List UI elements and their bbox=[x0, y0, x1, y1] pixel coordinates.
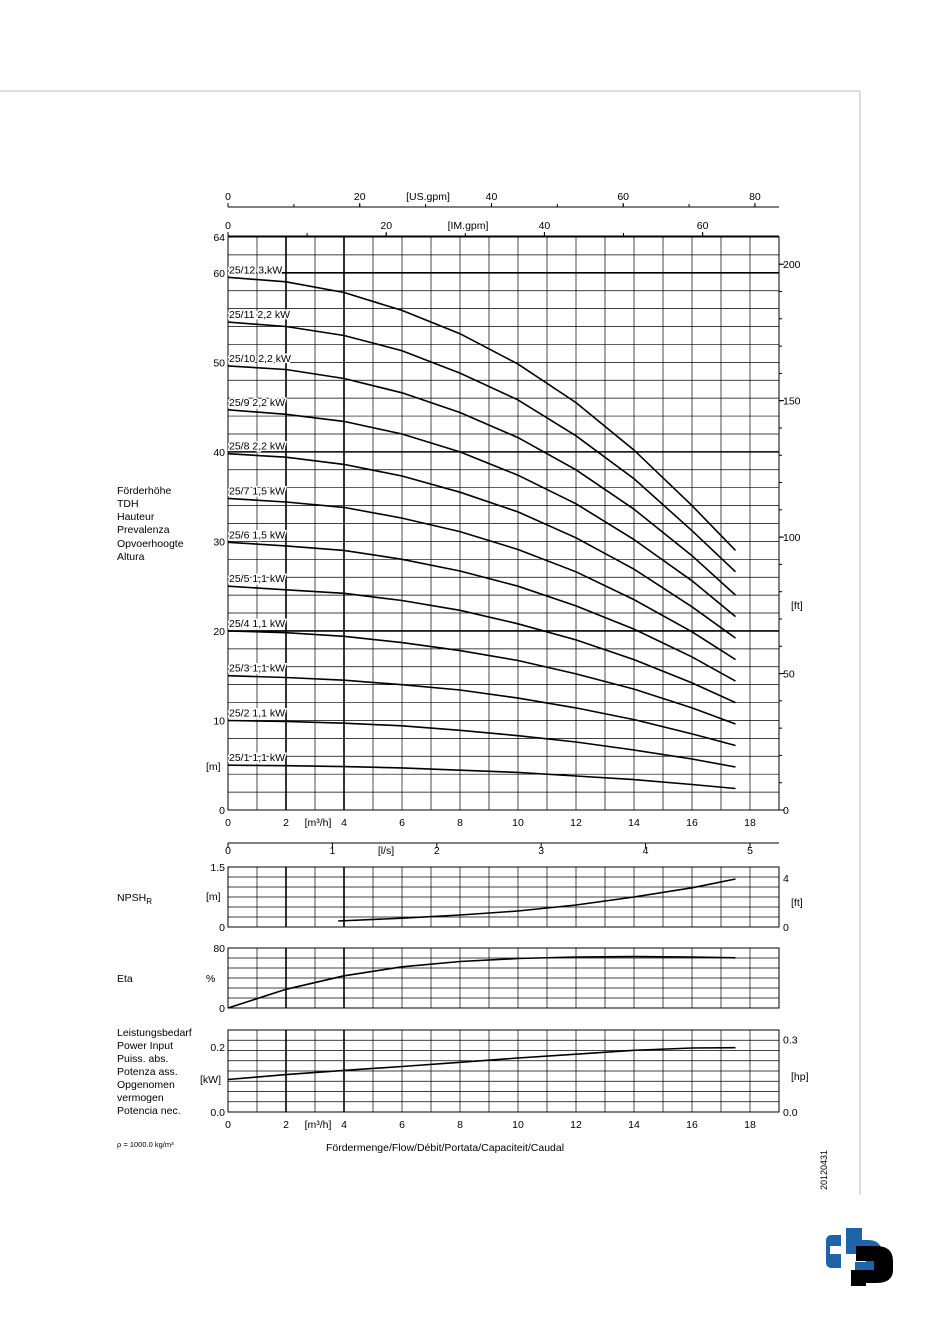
ls-tick-label: 1 bbox=[329, 845, 336, 857]
head-curve-11 bbox=[228, 721, 736, 768]
curve-label-12: 25/1 1,1 kW bbox=[229, 752, 286, 765]
curve-label-5: 25/8 2,2 kW bbox=[229, 440, 286, 453]
eta-tick-label: 0 bbox=[219, 1003, 225, 1015]
head-ft-tick-label: 150 bbox=[783, 395, 801, 408]
curve-label-6: 25/7 1,5 kW bbox=[229, 485, 286, 498]
npsh-curve bbox=[338, 879, 735, 921]
head-m-tick-label: 40 bbox=[213, 446, 225, 459]
eta-curve bbox=[228, 957, 736, 1008]
power-label-1: Leistungsbedarf bbox=[117, 1027, 192, 1039]
curve-label-11: 25/2 1,1 kW bbox=[229, 707, 286, 720]
head-m-tick-label: 50 bbox=[213, 357, 225, 370]
curve-label-1: 25/12 3 kW bbox=[229, 264, 283, 277]
m3h-tick-label-top: 12 bbox=[570, 817, 582, 829]
head-curve-2 bbox=[228, 322, 736, 572]
head-curve-1 bbox=[228, 277, 736, 550]
im-gpm-tick-label: 40 bbox=[538, 220, 551, 232]
im-gpm-tick-label: 0 bbox=[225, 220, 231, 232]
curve-label-3: 25/10 2,2 kW bbox=[229, 352, 291, 365]
curve-label-2: 25/11 2,2 kW bbox=[229, 309, 291, 322]
head-m-tick-label: 20 bbox=[213, 625, 225, 638]
npsh-label: $NPSH_R$ bbox=[117, 892, 152, 906]
head-m-tick-label: 30 bbox=[213, 536, 225, 549]
us-gpm-tick-label: 20 bbox=[353, 191, 366, 203]
eta-label: Eta bbox=[117, 973, 133, 985]
eta-tick-label: 80 bbox=[213, 943, 225, 955]
head-ft-tick-label: 200 bbox=[783, 259, 801, 272]
head-label-3: Hauteur bbox=[117, 511, 155, 523]
head-curve-10 bbox=[228, 676, 736, 746]
curve-label-9: 25/4 1,1 kW bbox=[229, 617, 286, 630]
ls-tick-label: 3 bbox=[538, 845, 545, 857]
power-hp-tick-label: 0.0 bbox=[783, 1107, 798, 1119]
us-gpm-tick-label: 40 bbox=[485, 191, 498, 203]
head-ft-tick-label: 0 bbox=[783, 805, 789, 817]
power-hp-tick-label: 0.3 bbox=[783, 1034, 798, 1047]
power-kw-tick-label: 0.2 bbox=[210, 1042, 225, 1054]
ls-tick-label: 0 bbox=[225, 845, 231, 857]
m3h-tick-label-top: 2 bbox=[283, 817, 289, 829]
m3h-tick-label-top: 18 bbox=[744, 817, 756, 829]
head-curve-12 bbox=[228, 765, 736, 788]
head-curve-6 bbox=[228, 498, 736, 659]
head-m-tick-label: 60 bbox=[213, 267, 225, 280]
power-label-2: Power Input bbox=[117, 1040, 174, 1052]
m3h-tick-label-bottom: 4 bbox=[341, 1119, 347, 1131]
eta-unit: % bbox=[206, 973, 216, 985]
head-ft-tick-label: 100 bbox=[783, 532, 801, 545]
head-m-tick-label: 10 bbox=[213, 715, 225, 728]
head-m-tick-label: 64 bbox=[213, 232, 225, 244]
m3h-tick-label-bottom: 2 bbox=[283, 1119, 289, 1131]
ls-tick-label: 5 bbox=[747, 845, 753, 857]
curve-layer bbox=[228, 264, 736, 1079]
m3h-tick-label-bottom: 10 bbox=[512, 1119, 524, 1131]
ls-unit: [l/s] bbox=[377, 845, 395, 857]
m3h-tick-label-top: 14 bbox=[628, 817, 640, 829]
m3h-unit-bottom: [m³/h] bbox=[304, 1119, 332, 1131]
flow-axis-title: Fördermenge/Flow/Débit/Portata/Capaciteit/Caudal bbox=[325, 1142, 565, 1154]
us-gpm-tick-label: 0 bbox=[225, 191, 231, 203]
head-label-5: Opvoerhoogte bbox=[117, 538, 184, 550]
head-label-2: TDH bbox=[117, 498, 139, 510]
head-curve-7 bbox=[228, 542, 736, 681]
curve-label-8: 25/5 1,1 kW bbox=[229, 573, 286, 586]
document-code: 20120431 bbox=[819, 1149, 829, 1190]
m3h-tick-label-bottom: 16 bbox=[686, 1119, 698, 1131]
m3h-tick-label-top: 10 bbox=[512, 817, 524, 829]
m3h-tick-label-top: 6 bbox=[399, 817, 405, 829]
head-label-6: Altura bbox=[117, 551, 145, 563]
head-label-4: Prevalenza bbox=[117, 524, 170, 536]
head-curve-8 bbox=[228, 586, 736, 702]
tick-layer bbox=[210, 191, 800, 1131]
head-curve-9 bbox=[228, 631, 736, 724]
m3h-tick-label-top: 4 bbox=[341, 817, 347, 829]
m3h-tick-label-bottom: 18 bbox=[744, 1119, 756, 1131]
npsh-m-tick-label: 0 bbox=[219, 922, 225, 934]
npsh-ft-unit: [ft] bbox=[791, 897, 803, 909]
power-kw-tick-label: 0.0 bbox=[210, 1107, 225, 1119]
npsh-m-unit: [m] bbox=[206, 891, 221, 903]
dp-logo bbox=[826, 1228, 893, 1286]
us-gpm-tick-label: 60 bbox=[617, 191, 630, 203]
im-gpm-tick-label: 60 bbox=[696, 220, 709, 232]
head-label-1: Förderhöhe bbox=[117, 485, 172, 497]
power-curve bbox=[228, 1048, 736, 1080]
m3h-tick-label-top: 0 bbox=[225, 817, 231, 829]
power-label-4: Potenza ass. bbox=[117, 1066, 178, 1078]
npsh-m-tick-label: 1.5 bbox=[210, 862, 225, 874]
im-gpm-unit: [IM.gpm] bbox=[447, 220, 489, 232]
head-m-tick-label: 0 bbox=[219, 805, 225, 817]
curve-label-10: 25/3 1,1 kW bbox=[229, 662, 286, 675]
npsh-ft-tick-label: 4 bbox=[783, 873, 789, 886]
ls-tick-label: 4 bbox=[642, 845, 649, 857]
power-label-5: Opgenomen bbox=[117, 1079, 175, 1091]
head-curve-5 bbox=[228, 454, 736, 638]
grid-layer bbox=[228, 237, 779, 1112]
curve-label-4: 25/9 2,2 kW bbox=[229, 396, 286, 409]
density-note: ρ = 1000.0 kg/m³ bbox=[117, 1140, 174, 1149]
m3h-tick-label-bottom: 6 bbox=[399, 1119, 405, 1131]
power-hp-unit: [hp] bbox=[791, 1071, 809, 1083]
npsh-ft-tick-label: 0 bbox=[783, 922, 789, 934]
head-curve-3 bbox=[228, 366, 736, 595]
m3h-tick-label-bottom: 12 bbox=[570, 1119, 582, 1131]
power-label-7: Potencia nec. bbox=[117, 1105, 181, 1117]
m3h-tick-label-bottom: 14 bbox=[628, 1119, 640, 1131]
curve-label-7: 25/6 1,5 kW bbox=[229, 529, 286, 542]
ls-tick-label: 2 bbox=[433, 845, 440, 857]
us-gpm-tick-label: 80 bbox=[749, 191, 761, 203]
m3h-tick-label-top: 16 bbox=[686, 817, 698, 829]
m3h-tick-label-bottom: 8 bbox=[457, 1119, 463, 1131]
head-ft-tick-label: 50 bbox=[783, 668, 795, 681]
us-gpm-unit: [US.gpm] bbox=[406, 191, 450, 203]
power-label-3: Puiss. abs. bbox=[117, 1053, 169, 1065]
m3h-tick-label-top: 8 bbox=[457, 817, 463, 829]
power-label-6: vermogen bbox=[117, 1092, 164, 1104]
im-gpm-tick-label: 20 bbox=[380, 220, 393, 232]
head-m-unit: [m] bbox=[206, 761, 221, 773]
power-kw-unit: [kW] bbox=[200, 1074, 221, 1086]
m3h-unit-top: [m³/h] bbox=[304, 817, 332, 829]
head-ft-unit: [ft] bbox=[791, 600, 803, 612]
m3h-tick-label-bottom: 0 bbox=[225, 1119, 231, 1131]
